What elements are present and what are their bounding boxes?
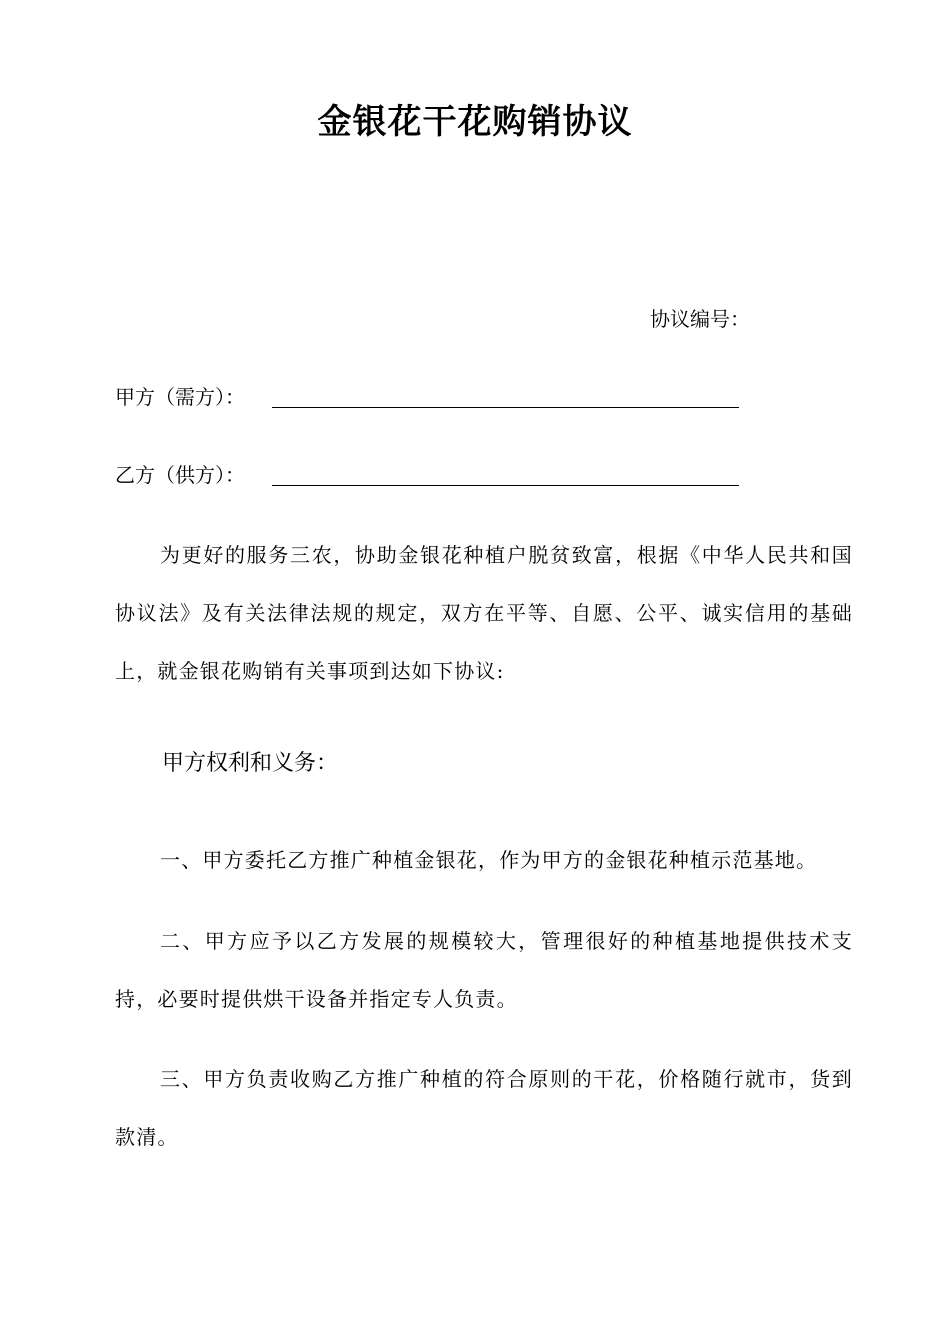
party-a-blank-line bbox=[272, 407, 739, 408]
clause-paragraph: 一、甲方委托乙方推广种植金银花，作为甲方的金银花种植示范基地。 bbox=[160, 848, 818, 872]
intro-paragraph: 为更好的服务三农，协助金银花种植户脱贫致富，根据《中华人民共和国协议法》及有关法律法规的规定，双方在平等、自愿、公平、诚实信用的基础上，就金银花购销有关事项到达如下协议: bbox=[115, 543, 853, 683]
party-a-label: 甲方（需方）： bbox=[115, 385, 245, 409]
party-a-field bbox=[115, 383, 245, 411]
clause-paragraph: 二、甲方应予以乙方发展的规模较大，管理很好的种植基地提供技术支持，必要时提供烘干设备并指定专人负责。 bbox=[115, 929, 853, 1011]
party-b-field bbox=[115, 461, 245, 489]
section-heading: 甲方权利和义务： bbox=[162, 751, 339, 776]
clause-paragraph: 三、甲方负责收购乙方推广种植的符合原则的干花，价格随行就市，货到款清。 bbox=[115, 1067, 853, 1149]
party-b-label: 乙方（供方）： bbox=[115, 463, 245, 487]
agreement-number-label: 协议编号： bbox=[650, 307, 750, 331]
document-title: 金银花干花购销协议 bbox=[317, 102, 633, 142]
party-b-blank-line bbox=[272, 485, 739, 486]
